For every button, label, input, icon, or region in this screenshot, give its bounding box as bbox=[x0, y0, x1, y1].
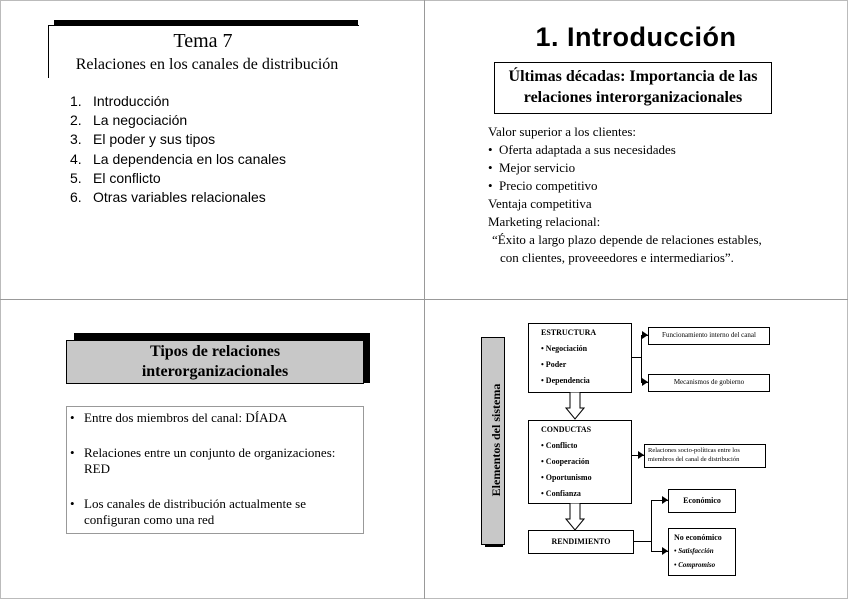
arrow-right-icon bbox=[662, 495, 670, 505]
list-item: 6. Otras variables relacionales bbox=[70, 189, 266, 206]
conductas-item: • Oportunismo bbox=[541, 473, 592, 482]
connector bbox=[633, 541, 651, 542]
bullet-item: • Precio competitivo bbox=[488, 177, 762, 195]
slide-subtitle: Relaciones en los canales de distribución bbox=[75, 56, 339, 73]
slide-title: Tipos de relaciones interorganizacionales bbox=[141, 343, 289, 380]
estructura-title: ESTRUCTURA bbox=[541, 328, 597, 337]
quote-line: con clientes, proveeedores e intermediarios”. bbox=[500, 250, 734, 265]
bullet-item: • Entre dos miembros del canal: DÍADA bbox=[70, 410, 288, 425]
down-arrow-icon bbox=[565, 503, 585, 531]
slide-title: 1. Introducción bbox=[535, 22, 737, 52]
relaciones-label: Relaciones socio-políticas entre los miembros del canal de distribución bbox=[648, 447, 740, 463]
bullet-item: • Los canales de distribución actualmente se configuran como una red bbox=[70, 496, 307, 527]
arrow-right-icon bbox=[642, 330, 650, 340]
slide-body bbox=[488, 123, 762, 267]
economico-label: Económico bbox=[683, 496, 721, 505]
connector bbox=[641, 335, 642, 382]
quote-line: “Éxito a largo plazo depende de relaciones estables, bbox=[492, 232, 762, 247]
mecanismos-label: Mecanismos de gobierno bbox=[673, 378, 745, 386]
bullet-item: • Mejor servicio bbox=[488, 159, 762, 177]
arrow-right-icon bbox=[642, 377, 650, 387]
bullet-item: • Relaciones entre un conjunto de organizaciones: RED bbox=[70, 445, 336, 476]
no-economico-title: No económico bbox=[674, 533, 722, 542]
list-item: 5. El conflicto bbox=[70, 169, 161, 186]
list-item: 2. La negociación bbox=[70, 112, 188, 129]
estructura-item: • Poder bbox=[541, 360, 567, 369]
down-arrow-icon bbox=[565, 392, 585, 420]
connector bbox=[651, 500, 652, 551]
horizontal-divider bbox=[0, 299, 848, 300]
conductas-title: CONDUCTAS bbox=[541, 425, 592, 434]
body-line: Valor superior a los clientes: bbox=[488, 124, 637, 139]
sidebar-label: Elementos del sistema bbox=[489, 383, 503, 497]
conductas-item: • Cooperación bbox=[541, 457, 590, 466]
no-economico-item: • Satisfacción bbox=[674, 547, 714, 555]
connector bbox=[631, 357, 641, 358]
arrow-right-icon bbox=[662, 546, 670, 556]
estructura-item: • Negociación bbox=[541, 344, 588, 353]
topic-list bbox=[70, 92, 286, 207]
conductas-item: • Conflicto bbox=[541, 441, 578, 450]
highlight-text: Últimas décadas: Importancia de las relaciones interorganizacionales bbox=[508, 68, 758, 106]
conductas-item: • Confianza bbox=[541, 489, 581, 498]
list-item: 1. Introducción bbox=[70, 93, 170, 109]
slide-title: Tema 7 bbox=[173, 30, 233, 52]
funcionamiento-label: Funcionamiento interno del canal bbox=[662, 331, 756, 339]
bullet-item: • Oferta adaptada a sus necesidades bbox=[488, 141, 762, 159]
list-item: 4. La dependencia en los canales bbox=[70, 150, 287, 167]
estructura-item: • Dependencia bbox=[541, 376, 590, 385]
list-item: 3. El poder y sus tipos bbox=[70, 131, 216, 148]
arrow-right-icon bbox=[638, 450, 646, 460]
body-line: Marketing relacional: bbox=[488, 214, 601, 229]
body-line: Ventaja competitiva bbox=[488, 196, 592, 211]
no-economico-item: • Compromiso bbox=[674, 561, 716, 569]
rendimiento-label: RENDIMIENTO bbox=[551, 537, 611, 546]
